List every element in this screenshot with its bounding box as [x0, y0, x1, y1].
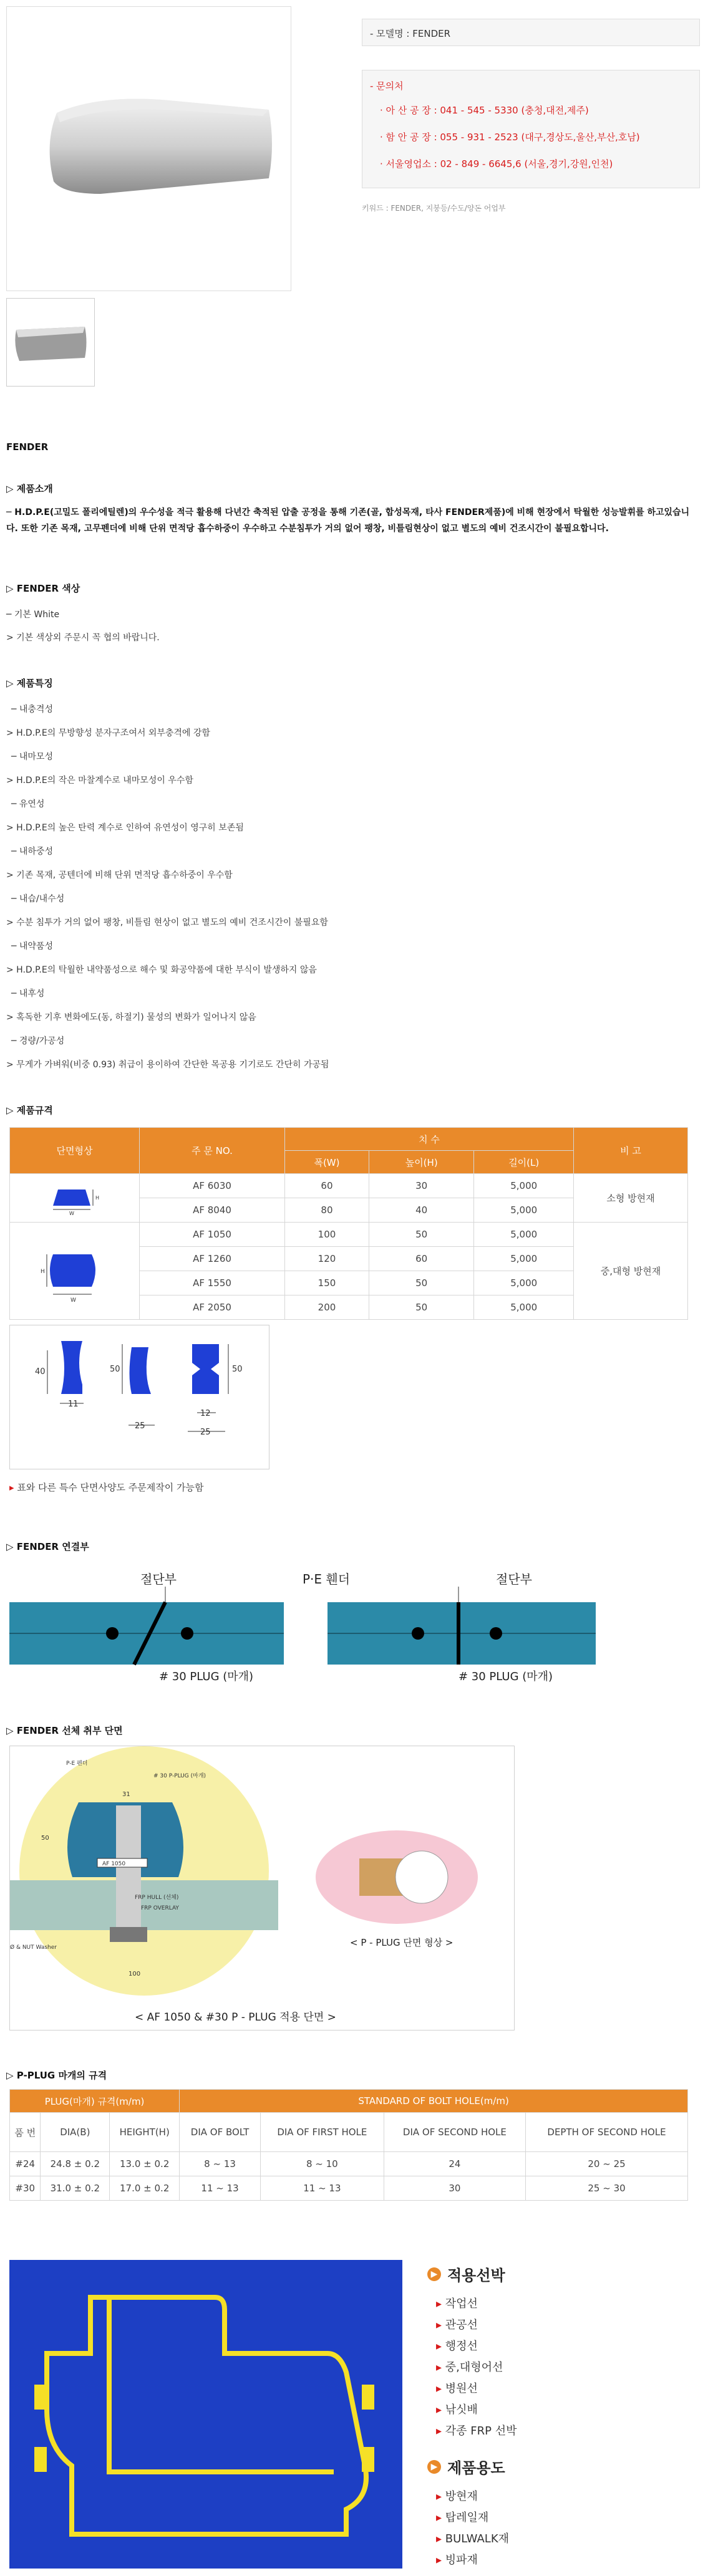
arrow-icon: ▶	[427, 2460, 441, 2474]
usage-svg	[9, 2260, 402, 2569]
order-no: AF 1050	[140, 1223, 285, 1247]
intro-body: ─ H.D.P.E(고밀도 폴리에틸렌)의 우수성을 적극 활용해 다년간 축적된 압출 공정을 통해 기존(골, 합성목재, 타사 FENDER제품)에 비해 현장에서 탁월한 성능발휘를 하고있습니다. 또한 기존 목재, 고무펜더에 비해 단위 면적당 흡수하중이 우수하고 수분침투가 거의 없어 팽창, 비틀림현상이 없고 별도의 예비 건조시간이 불필요합니다.	[6, 507, 690, 534]
pplug-cell: 8 ~ 10	[260, 2152, 384, 2176]
bolt-label: Ø & NUT Washer	[10, 1944, 57, 1951]
list-item: ▸ 각종 FRP 선박	[436, 2425, 517, 2438]
table-row	[10, 1174, 688, 1198]
pplug-table	[9, 2089, 688, 2201]
profiles-drawing	[9, 1325, 269, 1469]
model-name: - 모델명 : FENDER	[370, 28, 451, 39]
pplug-cell: 8 ~ 13	[180, 2152, 261, 2176]
pplug-sub: DIA(B)	[41, 2113, 110, 2152]
pplug-sub: DIA OF FIRST HOLE	[260, 2113, 384, 2152]
order-no: AF 2050	[140, 1295, 285, 1320]
dim-c: 50	[232, 1365, 243, 1374]
pplug-cell: 20 ~ 25	[526, 2152, 688, 2176]
joint-cut-label-1: 절단부	[140, 1572, 177, 1587]
feature-item: > H.D.P.E의 탁월한 내약품성으로 해수 및 화공약품에 대한 부식이 발생하지 않음	[6, 965, 317, 975]
length-val: 5,000	[474, 1223, 574, 1247]
col-width: 폭(W)	[285, 1151, 369, 1174]
pplug-cell: #30	[10, 2176, 41, 2201]
contact-asan: · 아 산 공 장 : 041 - 545 - 5330 (충청,대전,제주)	[380, 105, 589, 116]
height-val: 50	[369, 1223, 473, 1247]
list-item: ▸ 빙파재	[436, 2554, 478, 2567]
pplug-sub: 품 번	[10, 2113, 41, 2152]
feature-item: ─ 내약품성	[11, 941, 53, 951]
dim-e: 25	[135, 1421, 145, 1431]
fender-photo	[7, 7, 291, 291]
height-val: 60	[369, 1247, 473, 1271]
feature-item: > 기존 목재, 공텐더에 비해 단위 면적당 흡수하중이 우수함	[6, 870, 233, 880]
order-no: AF 8040	[140, 1198, 285, 1223]
product-main-image	[6, 6, 291, 291]
shape-large	[10, 1223, 140, 1320]
contact-title: - 문의처	[370, 80, 404, 92]
w31-label: 31	[122, 1791, 130, 1798]
height-val: 50	[369, 1295, 473, 1320]
order-no: AF 1550	[140, 1271, 285, 1295]
joint-plug-label-2: # 30 PLUG (마개)	[458, 1670, 553, 1683]
uses-title: 제품용도	[447, 2459, 505, 2477]
height-val: 50	[369, 1271, 473, 1295]
feature-item: ─ 내충격성	[11, 704, 53, 714]
dim-g: 25	[200, 1428, 211, 1437]
feature-item: ─ 경량/가공성	[11, 1036, 65, 1046]
section-caption: < AF 1050 & #30 P - PLUG 적용 단면 >	[135, 2011, 336, 2024]
list-item: ▸ 관공선	[436, 2319, 478, 2332]
w100-label: 100	[129, 1971, 141, 1978]
width-val: 200	[285, 1295, 369, 1320]
contact-box	[362, 70, 700, 188]
frp-over-label: FRP OVERLAY	[141, 1905, 179, 1911]
feature-item: > H.D.P.E의 무방향성 분자구조여서 외부충격에 강함	[6, 728, 210, 738]
svg-text:H: H	[95, 1194, 99, 1201]
col-order: 주 문 NO.	[140, 1128, 285, 1174]
order-no: AF 6030	[140, 1174, 285, 1198]
plug-label: # 30 P-PLUG (마개)	[153, 1773, 206, 1779]
table-row	[10, 2152, 688, 2176]
length-val: 5,000	[474, 1271, 574, 1295]
list-item: ▸ BULWALK재	[436, 2532, 510, 2545]
spec-note-text: 표와 다른 특수 단면사양도 주문제작이 가능함	[17, 1482, 204, 1493]
feature-item: > H.D.P.E의 작은 마찰계수로 내마모성이 우수함	[6, 776, 193, 786]
col-height: 높이(H)	[369, 1151, 473, 1174]
length-val: 5,000	[474, 1198, 574, 1223]
feature-item: > H.D.P.E의 높은 탄력 계수로 인하여 유연성이 영구히 보존됨	[6, 823, 244, 833]
table-row	[10, 1223, 688, 1247]
frp-hull-label: FRP HULL (선체)	[135, 1895, 179, 1901]
table-row	[10, 2176, 688, 2201]
width-val: 60	[285, 1174, 369, 1198]
pplug-cell: 17.0 ± 0.2	[110, 2176, 180, 2201]
height-val: 40	[369, 1198, 473, 1223]
list-item: ▸ 중,대형어선	[436, 2361, 503, 2374]
pplug-cell: 13.0 ± 0.2	[110, 2152, 180, 2176]
pplug-cell: 31.0 ± 0.2	[41, 2176, 110, 2201]
shape-small	[10, 1174, 140, 1223]
col-shape: 단면형상	[10, 1128, 140, 1174]
joint-diagram	[9, 1568, 596, 1693]
ships-list	[436, 2294, 702, 2442]
note-small: 소형 방현재	[574, 1174, 688, 1223]
pplug-cell: 11 ~ 13	[180, 2176, 261, 2201]
width-val: 120	[285, 1247, 369, 1271]
af-label: AF 1050	[102, 1861, 126, 1867]
joint-pe-label: P·E 휀더	[303, 1572, 351, 1587]
usage-diagram	[9, 2260, 402, 2569]
pplug-shape-label: < P - PLUG 단면 형상 >	[350, 1937, 454, 1948]
pplug-cell: 24.8 ± 0.2	[41, 2152, 110, 2176]
spec-title: ▷ 제품규격	[6, 1105, 53, 1116]
large-profile-icon	[34, 1236, 115, 1304]
keywords: 키워드 : FENDER, 지붕등/수도/양돈 어업부	[362, 204, 506, 213]
feature-item: > 수분 침투가 거의 없어 팽창, 비틀림 현상이 없고 별도의 예비 건조시간이 불필요함	[6, 918, 328, 928]
pplug-title: ▷ P-PLUG 마개의 규격	[6, 2070, 107, 2081]
uses-list	[436, 2486, 702, 2571]
joint-title: ▷ FENDER 연결부	[6, 1541, 89, 1552]
height-val: 30	[369, 1174, 473, 1198]
pplug-header-2: STANDARD OF BOLT HOLE(m/m)	[180, 2090, 688, 2113]
pplug-sub: DEPTH OF SECOND HOLE	[526, 2113, 688, 2152]
col-note: 비 고	[574, 1128, 688, 1174]
feature-item: ─ 내마모성	[11, 752, 53, 762]
features-list	[6, 698, 692, 1077]
pplug-cell: #24	[10, 2152, 41, 2176]
width-val: 100	[285, 1223, 369, 1247]
feature-item: ─ 내후성	[11, 989, 45, 999]
note-large: 중,대형 방현재	[574, 1223, 688, 1320]
pplug-header-1: PLUG(마개) 규격(m/m)	[10, 2090, 180, 2113]
joint-plug-label-1: # 30 PLUG (마개)	[159, 1670, 254, 1683]
feature-item: > 혹독한 기후 변화에도(동, 하절기) 물성의 변화가 일어나지 않음	[6, 1012, 256, 1022]
pplug-sub: DIA OF BOLT	[180, 2113, 261, 2152]
pplug-cell: 25 ~ 30	[526, 2176, 688, 2201]
small-profile-icon	[41, 1178, 109, 1216]
contact-haman: · 함 안 공 장 : 055 - 931 - 2523 (대구,경상도,울산,부산,호남)	[380, 132, 640, 143]
pplug-sub: DIA OF SECOND HOLE	[384, 2113, 525, 2152]
dim-f: 12	[200, 1409, 211, 1418]
pplug-sub: HEIGHT(H)	[110, 2113, 180, 2152]
intro-title: ▷ 제품소개	[6, 483, 53, 494]
bullet-icon: ▸	[9, 1482, 17, 1493]
contact-seoul: · 서울영업소 : 02 - 849 - 6645,6 (서울,경기,강원,인천)	[380, 158, 613, 170]
features-title: ▷ 제품특징	[6, 678, 53, 689]
section-diagram	[9, 1746, 515, 2031]
pplug-cell: 30	[384, 2176, 525, 2201]
arrow-icon: ▶	[427, 2267, 441, 2281]
list-item: ▸ 낚싯배	[436, 2403, 478, 2416]
feature-item: ─ 유연성	[11, 799, 45, 809]
usage-panel	[427, 2263, 702, 2571]
dim-a: 40	[35, 1367, 46, 1377]
section-svg	[10, 1746, 514, 2030]
section-title: ▷ FENDER 선체 취부 단면	[6, 1725, 123, 1736]
width-val: 80	[285, 1198, 369, 1223]
pe-label: P-E 펜더	[66, 1761, 88, 1767]
joint-svg	[9, 1568, 596, 1693]
spec-note	[9, 1481, 203, 1494]
svg-text:H: H	[40, 1268, 45, 1275]
list-item: ▸ 방현재	[436, 2490, 478, 2503]
length-val: 5,000	[474, 1174, 574, 1198]
svg-text:W: W	[69, 1210, 74, 1216]
dim-b: 50	[110, 1365, 120, 1374]
product-thumbnail[interactable]	[6, 298, 95, 387]
list-item: ▸ 작업선	[436, 2297, 478, 2310]
order-no: AF 1260	[140, 1247, 285, 1271]
feature-item: > 무게가 가벼워(비중 0.93) 취급이 용이하여 간단한 목공용 기기로도 간단히 가공됨	[6, 1060, 329, 1070]
color-line-2: > 기본 색상외 주문시 꼭 협의 바랍니다.	[6, 633, 160, 643]
col-length: 길이(L)	[474, 1151, 574, 1174]
list-item: ▸ 병원선	[436, 2382, 478, 2395]
product-title: FENDER	[6, 441, 49, 453]
col-size: 치 수	[285, 1128, 574, 1151]
feature-item: ─ 내하중성	[11, 847, 53, 857]
list-item: ▸ 탑레일재	[436, 2511, 489, 2524]
spec-table	[9, 1127, 688, 1320]
pplug-cell: 24	[384, 2152, 525, 2176]
length-val: 5,000	[474, 1247, 574, 1271]
model-name-box	[362, 19, 700, 46]
pplug-cell: 11 ~ 13	[260, 2176, 384, 2201]
list-item: ▸ 행정선	[436, 2340, 478, 2353]
feature-item: ─ 내습/내수성	[11, 894, 65, 904]
width-val: 150	[285, 1271, 369, 1295]
fender-thumb-photo	[7, 299, 94, 386]
dim-d: 11	[68, 1400, 79, 1409]
color-title: ▷ FENDER 색상	[6, 583, 80, 594]
svg-text:W: W	[70, 1297, 76, 1304]
color-line-1: ─ 기본 White	[6, 610, 60, 620]
joint-cut-label-2: 절단부	[496, 1572, 532, 1587]
profiles-svg	[10, 1325, 269, 1469]
length-val: 5,000	[474, 1295, 574, 1320]
ships-title: 적용선박	[447, 2267, 505, 2284]
h50-label: 50	[41, 1835, 49, 1842]
